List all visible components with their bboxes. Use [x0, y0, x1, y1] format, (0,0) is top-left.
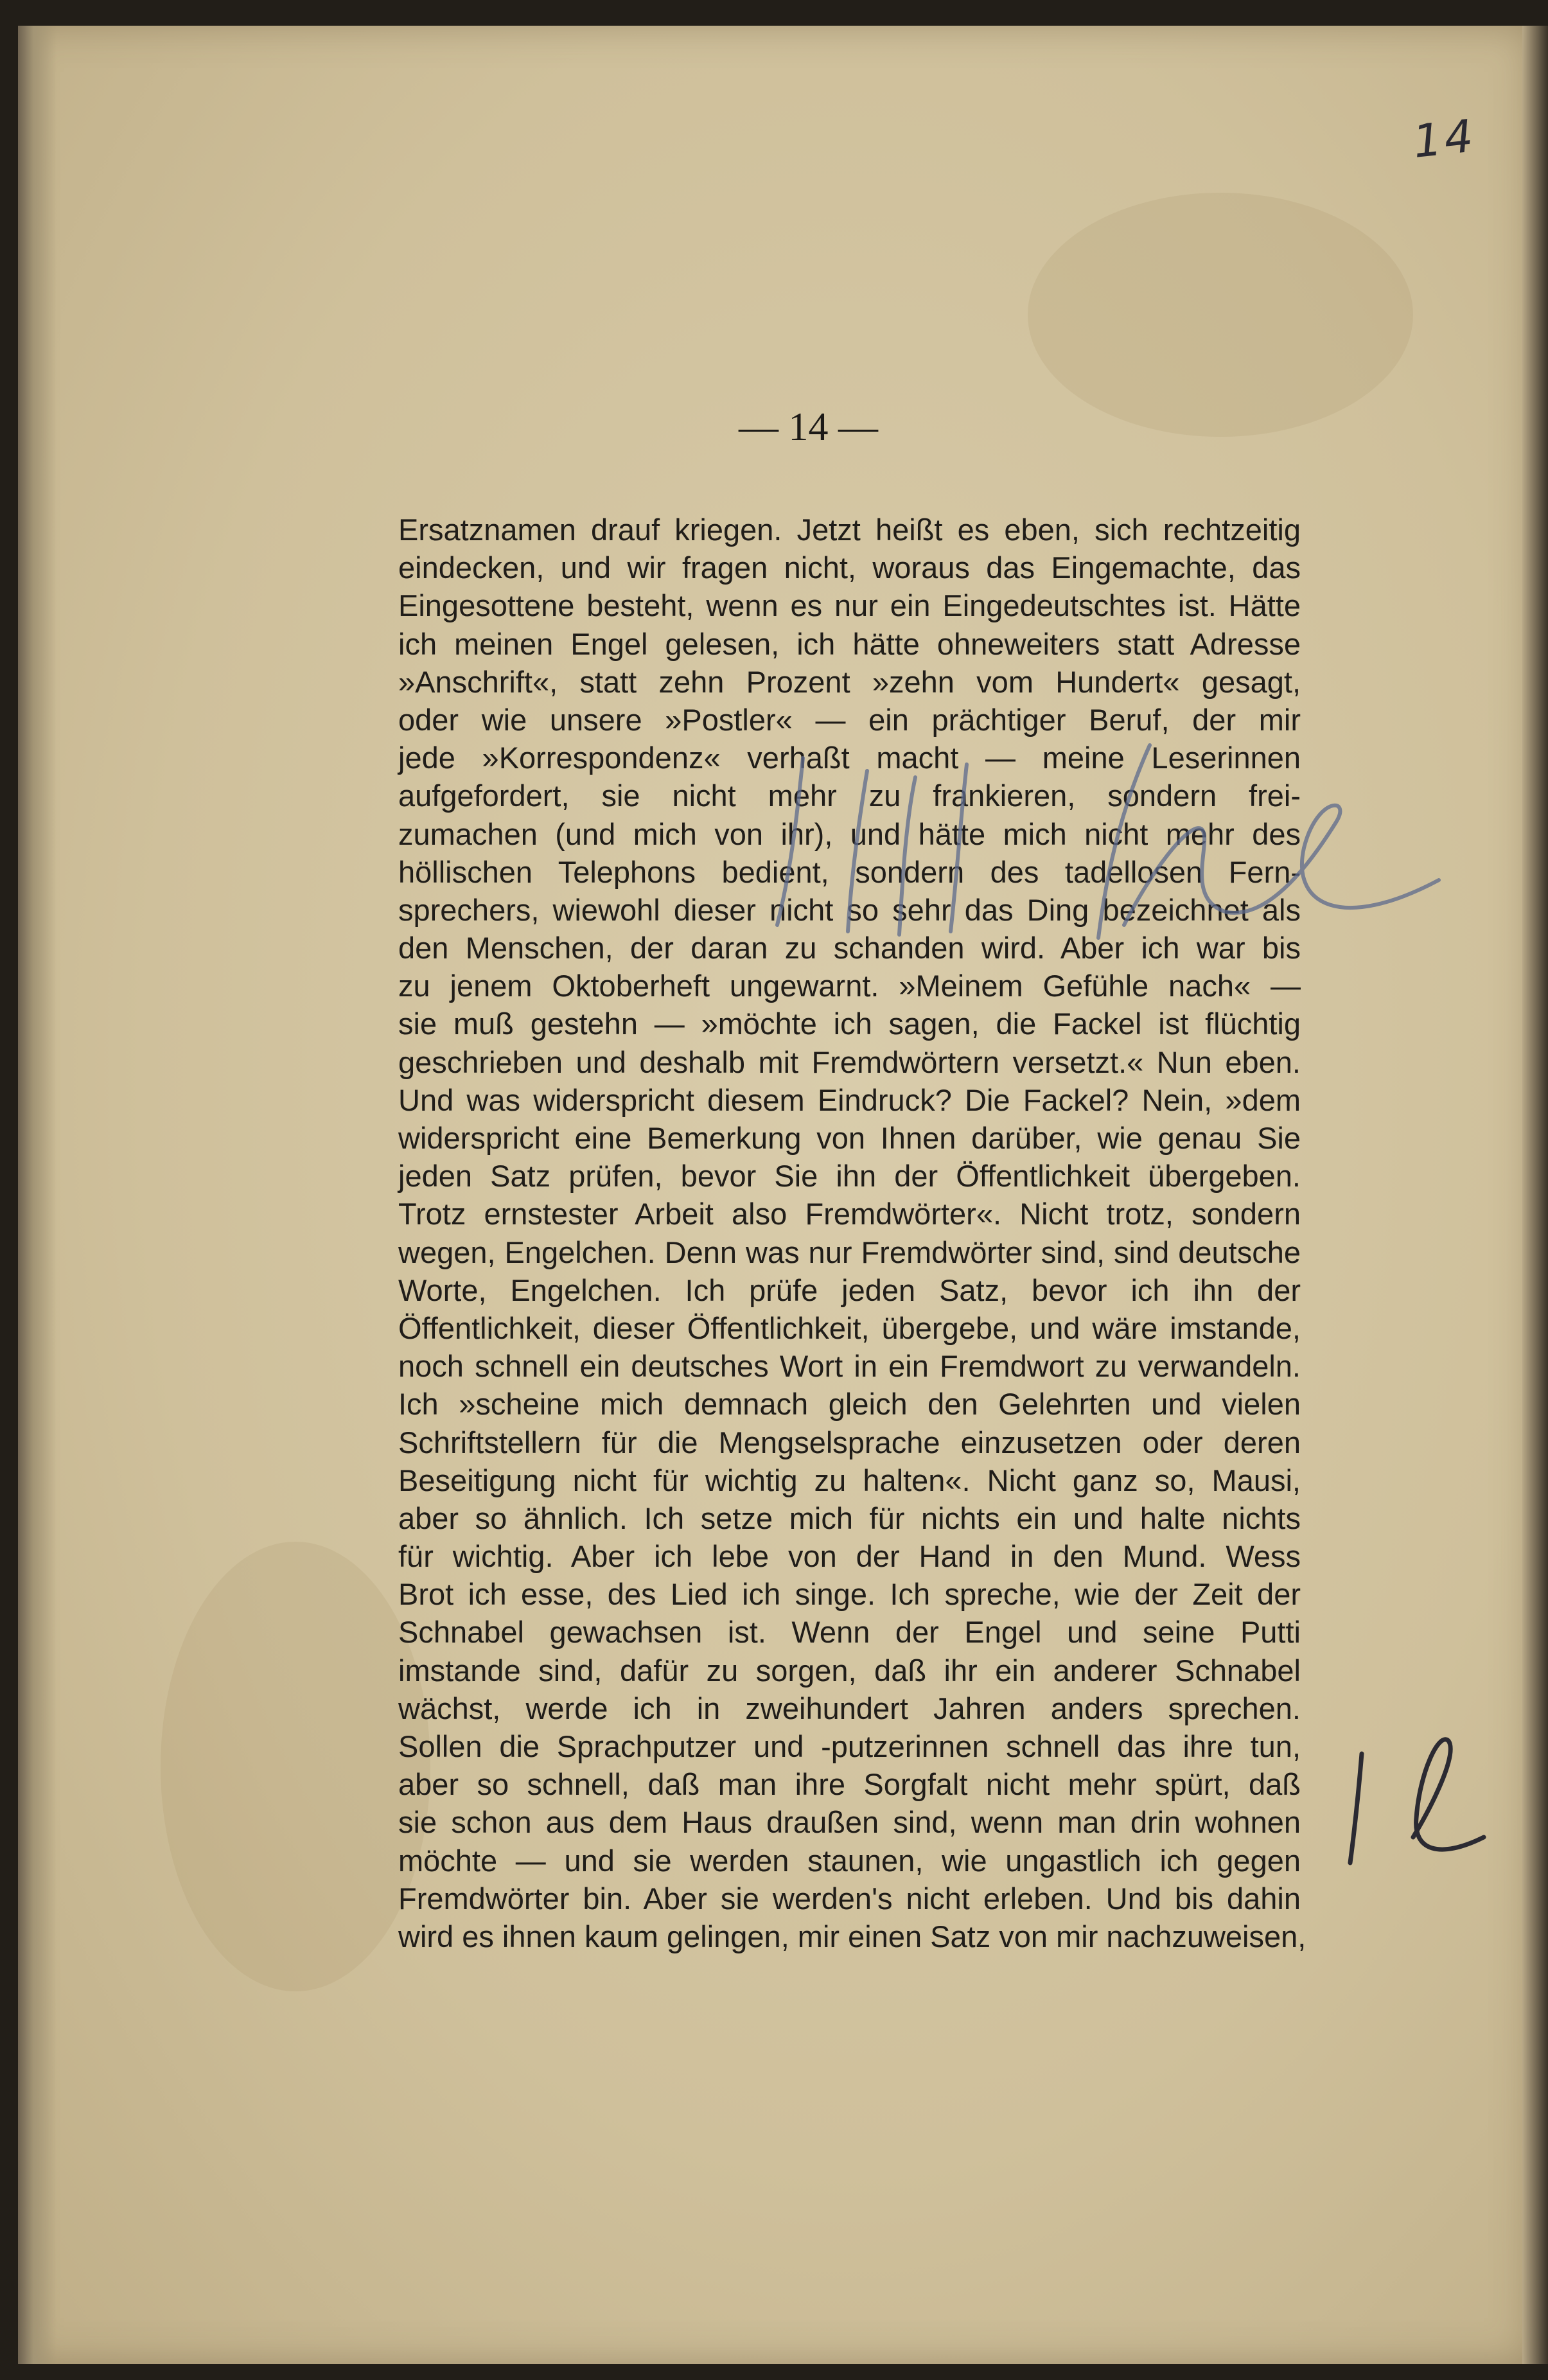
- text-line: Beseitigung nicht für wichtig zu halten«. Nicht ganz so, Mausi,: [398, 1463, 1301, 1497]
- page-number: — 14 —: [739, 405, 878, 449]
- text-line: geschrieben und deshalb mit Fremdwörtern versetzt.« Nun eben.: [398, 1045, 1301, 1079]
- text-line: Ich »scheine mich demnach gleich den Gelehrten und vielen: [398, 1387, 1301, 1422]
- text-line: Eingesottene besteht, wenn es nur ein Eingedeutschtes ist. Hätte: [398, 588, 1301, 623]
- pencil-scribble-mark: [739, 719, 1509, 964]
- handwritten-folio-number: 14: [1410, 109, 1479, 168]
- text-line: aber so schnell, daß man ihre Sorgfalt nicht mehr spürt, daß: [398, 1767, 1301, 1802]
- text-line: zumachen (und mich von ihr), und hätte mich nicht mehr des: [398, 816, 1301, 851]
- text-line: oder wie unsere »Postler« — ein prächtiger Beruf, der mir: [398, 702, 1301, 737]
- text-line: wegen, Engelchen. Denn was nur Fremdwörter sind, sind deutsche: [398, 1235, 1301, 1269]
- text-line: wächst, werde ich in zweihundert Jahren anders sprechen.: [398, 1691, 1301, 1725]
- text-line: möchte — und sie werden staunen, wie ungastlich ich gegen: [398, 1843, 1301, 1878]
- page-edge: [1522, 26, 1548, 2364]
- text-line: sprechers, wiewohl dieser nicht so sehr das Ding bezeichnet als: [398, 892, 1301, 927]
- text-line: ich meinen Engel gelesen, ich hätte ohneweiters statt Adresse: [398, 626, 1301, 661]
- text-line: Schriftstellern für die Mengselsprache einzusetzen oder deren: [398, 1425, 1301, 1459]
- paper-stain: [1028, 193, 1413, 437]
- text-line: Ersatznamen drauf kriegen. Jetzt heißt es eben, sich rechtzeitig: [398, 513, 1301, 547]
- text-line: aber so ähnlich. Ich setze mich für nichts ein und halte nichts: [398, 1501, 1301, 1535]
- binding-shadow: [18, 26, 57, 2364]
- text-line: den Menschen, der daran zu schanden wird. Aber ich war bis: [398, 931, 1301, 965]
- text-line: Schnabel gewachsen ist. Wenn der Engel und seine Putti: [398, 1615, 1301, 1650]
- paper-stain: [161, 1542, 430, 1991]
- text-line: eindecken, und wir fragen nicht, woraus das Eingemachte, das: [398, 551, 1301, 585]
- text-line: imstande sind, dafür zu sorgen, daß ihr ein anderer Schnabel: [398, 1653, 1301, 1688]
- text-line: sie muß gestehn — »möchte ich sagen, die Fackel ist flüchtig: [398, 1007, 1301, 1041]
- text-line: Öffentlichkeit, dieser Öffentlichkeit, übergebe, und wäre imstande,: [398, 1310, 1301, 1345]
- ink-margin-mark: [1336, 1715, 1503, 1882]
- text-line: aufgefordert, sie nicht mehr zu frankieren, sondern frei-: [398, 779, 1301, 813]
- text-line: »Anschrift«, statt zehn Prozent »zehn vom Hundert« gesagt,: [398, 664, 1301, 699]
- text-line: wird es ihnen kaum gelingen, mir einen Satz von mir nachzuweisen,: [398, 1919, 1306, 1953]
- text-line: Worte, Engelchen. Ich prüfe jeden Satz, bevor ich ihn der: [398, 1273, 1301, 1307]
- text-line: jede »Korrespondenz« verhaßt macht — meine Leserinnen: [398, 741, 1301, 775]
- text-line: Fremdwörter bin. Aber sie werden's nicht erleben. Und bis dahin: [398, 1881, 1301, 1916]
- text-line: Sollen die Sprachputzer und -putzerinnen schnell das ihre tun,: [398, 1729, 1301, 1763]
- text-line: zu jenem Oktoberheft ungewarnt. »Meinem Gefühle nach« —: [398, 969, 1301, 1003]
- text-line: sie schon aus dem Haus draußen sind, wenn man drin wohnen: [398, 1805, 1301, 1840]
- text-line: widerspricht eine Bemerkung von Ihnen darüber, wie genau Sie: [398, 1121, 1301, 1155]
- text-line: Und was widerspricht diesem Eindruck? Die Fackel? Nein, »dem: [398, 1082, 1301, 1117]
- text-line: für wichtig. Aber ich lebe von der Hand in den Mund. Wess: [398, 1539, 1301, 1574]
- text-line: noch schnell ein deutsches Wort in ein Fremdwort zu verwandeln.: [398, 1349, 1301, 1384]
- text-line: jeden Satz prüfen, bevor Sie ihn der Öffentlichkeit übergeben.: [398, 1159, 1301, 1194]
- text-line: Trotz ernstester Arbeit also Fremdwörter«. Nicht trotz, sondern: [398, 1197, 1301, 1231]
- text-line: höllischen Telephons bedient, sondern des tadellosen Fern-: [398, 854, 1301, 889]
- text-line: Brot ich esse, des Lied ich singe. Ich spreche, wie der Zeit der: [398, 1577, 1301, 1612]
